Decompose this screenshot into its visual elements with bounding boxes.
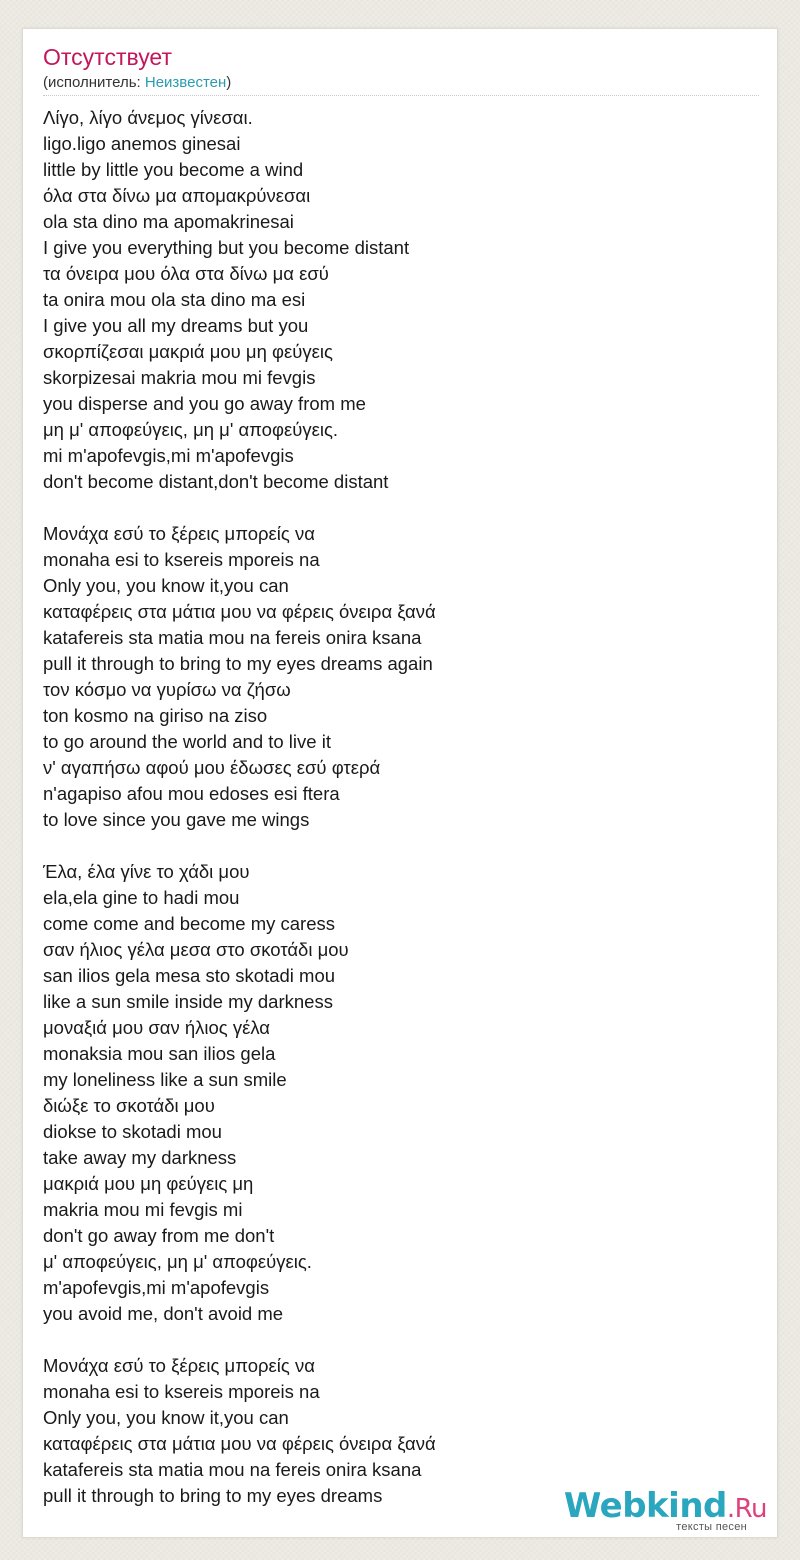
lyric-line: take away my darkness: [43, 1147, 237, 1168]
lyric-line: μ' αποφεύγεις, μη μ' αποφεύγεις.: [43, 1251, 312, 1272]
lyric-line: pull it through to bring to my eyes dreams again: [43, 653, 433, 674]
lyric-line: I give you all my dreams but you: [43, 315, 309, 336]
artist-suffix: ): [226, 74, 232, 91]
lyric-line: katafereis sta matia mou na fereis onira ksana: [43, 627, 422, 648]
lyric-line: come come and become my caress: [43, 913, 336, 934]
lyric-line: μη μ' αποφεύγεις, μη μ' αποφεύγεις.: [43, 419, 338, 440]
lyric-line: mi m'apofevgis,mi m'apofevgis: [43, 445, 294, 466]
lyric-line: little by little you become a wind: [43, 159, 304, 180]
lyric-line: μοναξιά μου σαν ήλιος γέλα: [43, 1017, 270, 1038]
lyric-line: σκορπίζεσαι μακριά μου μη φεύγεις: [43, 341, 333, 362]
song-title: Отсутствует: [43, 44, 172, 70]
lyric-line: n'agapiso afou mou edoses esi ftera: [43, 783, 340, 804]
title-divider: [43, 95, 759, 96]
artist-link[interactable]: Неизвестен: [144, 74, 227, 91]
stanza-break: [43, 1327, 759, 1353]
lyric-line: ela,ela gine to hadi mou: [43, 887, 240, 908]
lyric-line: ta onira mou ola sta dino ma esi: [43, 289, 306, 310]
lyric-line: diokse to skotadi mou: [43, 1121, 222, 1142]
lyric-line: Only you, you know it,you can: [43, 1407, 289, 1428]
lyric-line: τον κόσμο να γυρίσω να ζήσω: [43, 679, 291, 700]
lyric-line: I give you everything but you become distant: [43, 237, 410, 258]
lyric-line: ν' αγαπήσω αφού μου έδωσες εσύ φτερά: [43, 757, 381, 778]
webkind-logo[interactable]: [563, 1486, 771, 1535]
lyric-line: monaksia mou san ilios gela: [43, 1043, 276, 1064]
lyric-line: pull it through to bring to my eyes dreams: [43, 1485, 383, 1506]
lyric-line: τα όνειρα μου όλα στα δίνω μα εσύ: [43, 263, 329, 284]
lyric-line: katafereis sta matia mou na fereis onira ksana: [43, 1459, 422, 1480]
lyric-line: μακριά μου μη φεύγεις μη: [43, 1173, 254, 1194]
lyrics-card: [22, 28, 778, 1538]
lyric-line: ligo.ligo anemos ginesai: [43, 133, 241, 154]
lyric-line: my loneliness like a sun smile: [43, 1069, 287, 1090]
lyric-line: you disperse and you go away from me: [43, 393, 366, 414]
lyric-line: Λίγο, λίγο άνεμος γίνεσαι.: [43, 107, 253, 128]
lyric-line: Μονάχα εσύ το ξέρεις μπορείς να: [43, 523, 315, 544]
lyric-line: you avoid me, don't avoid me: [43, 1303, 284, 1324]
lyric-line: skorpizesai makria mou mi fevgis: [43, 367, 316, 388]
artist-prefix: (исполнитель:: [43, 74, 145, 91]
lyric-line: monaha esi to ksereis mporeis na: [43, 549, 320, 570]
artist-line: [43, 73, 231, 93]
lyric-line: like a sun smile inside my darkness: [43, 991, 333, 1012]
lyric-line: καταφέρεις στα μάτια μου να φέρεις όνειρα ξανά: [43, 1433, 436, 1454]
lyric-line: Only you, you know it,you can: [43, 575, 289, 596]
lyric-line: καταφέρεις στα μάτια μου να φέρεις όνειρα ξανά: [43, 601, 436, 622]
lyrics-text: [43, 105, 759, 1509]
lyric-line: ton kosmo na giriso na ziso: [43, 705, 268, 726]
lyric-line: Έλα, έλα γίνε το χάδι μου: [43, 861, 250, 882]
lyric-line: to go around the world and to live it: [43, 731, 331, 752]
lyric-line: Μονάχα εσύ το ξέρεις μπορείς να: [43, 1355, 315, 1376]
lyric-line: to love since you gave me wings: [43, 809, 310, 830]
lyric-line: διώξε το σκοτάδι μου: [43, 1095, 215, 1116]
lyric-line: monaha esi to ksereis mporeis na: [43, 1381, 320, 1402]
stanza-break: [43, 495, 759, 521]
logo-tagline: тексты песен: [676, 1521, 747, 1533]
stanza-break: [43, 833, 759, 859]
lyric-line: makria mou mi fevgis mi: [43, 1199, 243, 1220]
lyric-line: m'apofevgis,mi m'apofevgis: [43, 1277, 270, 1298]
lyric-line: όλα στα δίνω μα απομακρύνεσαι: [43, 185, 311, 206]
lyric-line: don't go away from me don't: [43, 1225, 275, 1246]
lyric-line: σαν ήλιος γέλα μεσα στο σκοτάδι μου: [43, 939, 349, 960]
lyric-line: don't become distant,don't become distant: [43, 471, 389, 492]
lyric-line: san ilios gela mesa sto skotadi mou: [43, 965, 336, 986]
logo-tld: .Ru: [726, 1494, 767, 1524]
logo-brand: Webkind: [563, 1486, 727, 1526]
lyric-line: ola sta dino ma apomakrinesai: [43, 211, 294, 232]
